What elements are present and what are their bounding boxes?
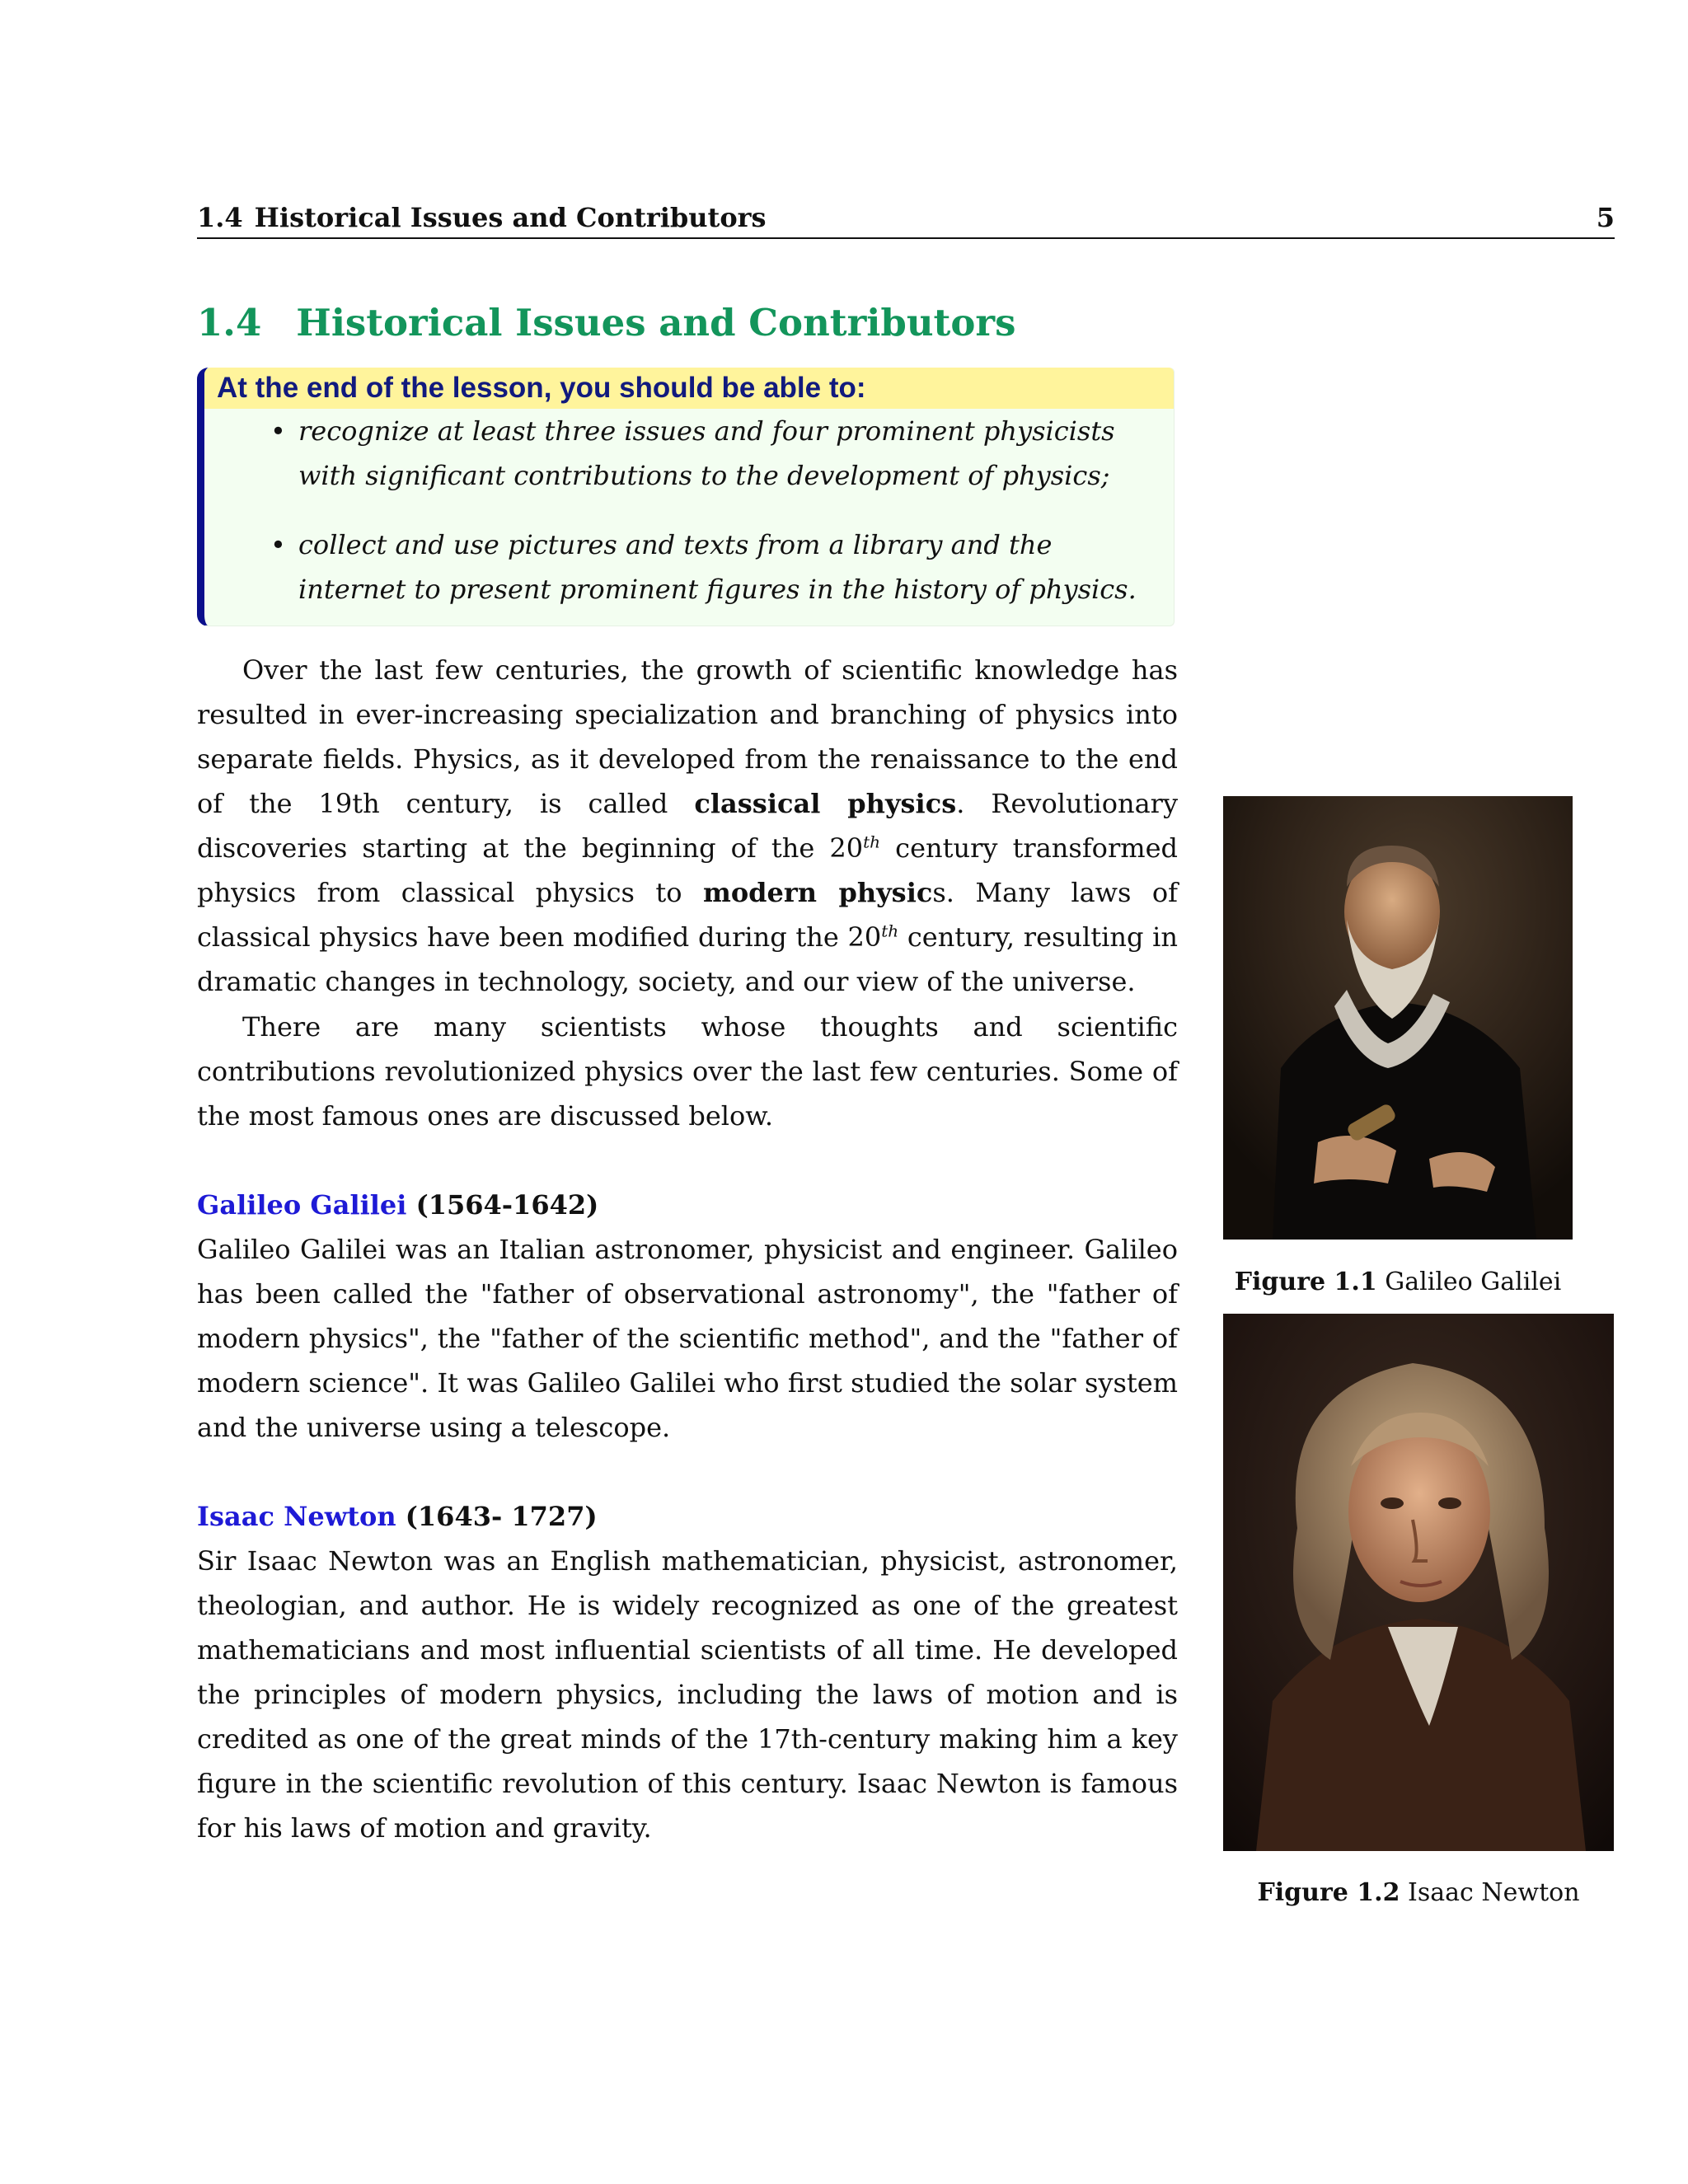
term-classical-physics: classical physics [694, 788, 957, 819]
galileo-name-link[interactable]: Galileo Galilei [197, 1189, 407, 1221]
superscript: th [881, 921, 899, 941]
running-head [197, 198, 1615, 239]
figure-caption-text: Galileo Galilei [1376, 1268, 1562, 1296]
superscript: th [863, 832, 881, 852]
page-number: 5 [1596, 202, 1615, 233]
objective-item: • collect and use pictures and texts from a library and the internet to present prominent figures in the history of physics. [204, 523, 1157, 612]
galileo-years: (1564-1642) [406, 1189, 599, 1221]
figure-label: Figure 1.1 [1234, 1268, 1377, 1296]
section-number: 1.4 [197, 301, 262, 344]
galileo-portrait [1223, 796, 1573, 1240]
running-head-title: Historical Issues and Contributors [254, 202, 767, 233]
objective-item: • recognize at least three issues and four prominent physicists with significant contributions to the development of physics; [204, 409, 1157, 498]
learning-objectives-box [197, 368, 1175, 626]
newton-description: Sir Isaac Newton was an English mathematician, physicist, astronomer, theologian, and author. He is widely recognized as one of the greatest mathematicians and most influential scientists of all time. He developed the principles of modern physics, including the laws of motion and is credited as one of the great minds of the 17th-century making him a key figure in the scientific revolution of this century. Isaac Newton is famous for his laws of motion and gravity. [197, 1545, 1178, 1844]
paragraph-text: century transformed physics from classical physics to [197, 832, 1178, 908]
paragraph-text: . Revolutionary discoveries starting at the beginning of the 20 [197, 788, 1179, 864]
newton-portrait-illustration [1223, 1314, 1614, 1851]
galileo-portrait-illustration [1223, 796, 1573, 1240]
objectives-header: At the end of the lesson, you should be able to: [204, 368, 1174, 409]
paragraph-scientists-intro: There are many scientists whose thoughts and scientific contributions revolutionized physics over the last few centuries. Some of the most famous ones are discussed below. [197, 1011, 1178, 1132]
objectives-list [204, 409, 1174, 636]
paragraph-text: century, resulting in dramatic changes in technology, society, and our view of the universe. [197, 921, 1179, 997]
figure-caption-text: Isaac Newton [1400, 1878, 1580, 1907]
section-title-text: Historical Issues and Contributors [296, 301, 1016, 344]
galileo-heading [197, 1183, 598, 1227]
newton-years: (1643- 1727) [396, 1501, 598, 1532]
figure-1-1-caption [1223, 1266, 1573, 1299]
term-modern-physics: modern physic [702, 877, 933, 908]
newton-portrait [1223, 1314, 1614, 1851]
paragraph-text: s. Many laws of classical physics have been modified during the 20 [197, 877, 1179, 953]
paragraph-text: Over the last few centuries, the growth of scientific knowledge has resulted in ever-increasing specialization and branching of physics into separate fields. Physics, as it developed from the renaissance to the end of the 19th century, is called [197, 654, 1178, 819]
figure-label: Figure 1.2 [1257, 1878, 1400, 1907]
figure-1-2-caption [1223, 1877, 1614, 1910]
newton-heading [197, 1494, 598, 1539]
running-head-section-number: 1.4 [197, 202, 243, 233]
newton-name-link[interactable]: Isaac Newton [197, 1501, 396, 1532]
galileo-description: Galileo Galilei was an Italian astronomer, physicist and engineer. Galileo has been called the "father of observational astronomy", the "father of modern physics", the "father of the scientific method", and the "father of modern science". It was Galileo Galilei who first studied the solar system and the universe using a telescope. [197, 1234, 1178, 1443]
section-title [197, 298, 1015, 348]
paragraph-classical-modern [197, 648, 1178, 1004]
